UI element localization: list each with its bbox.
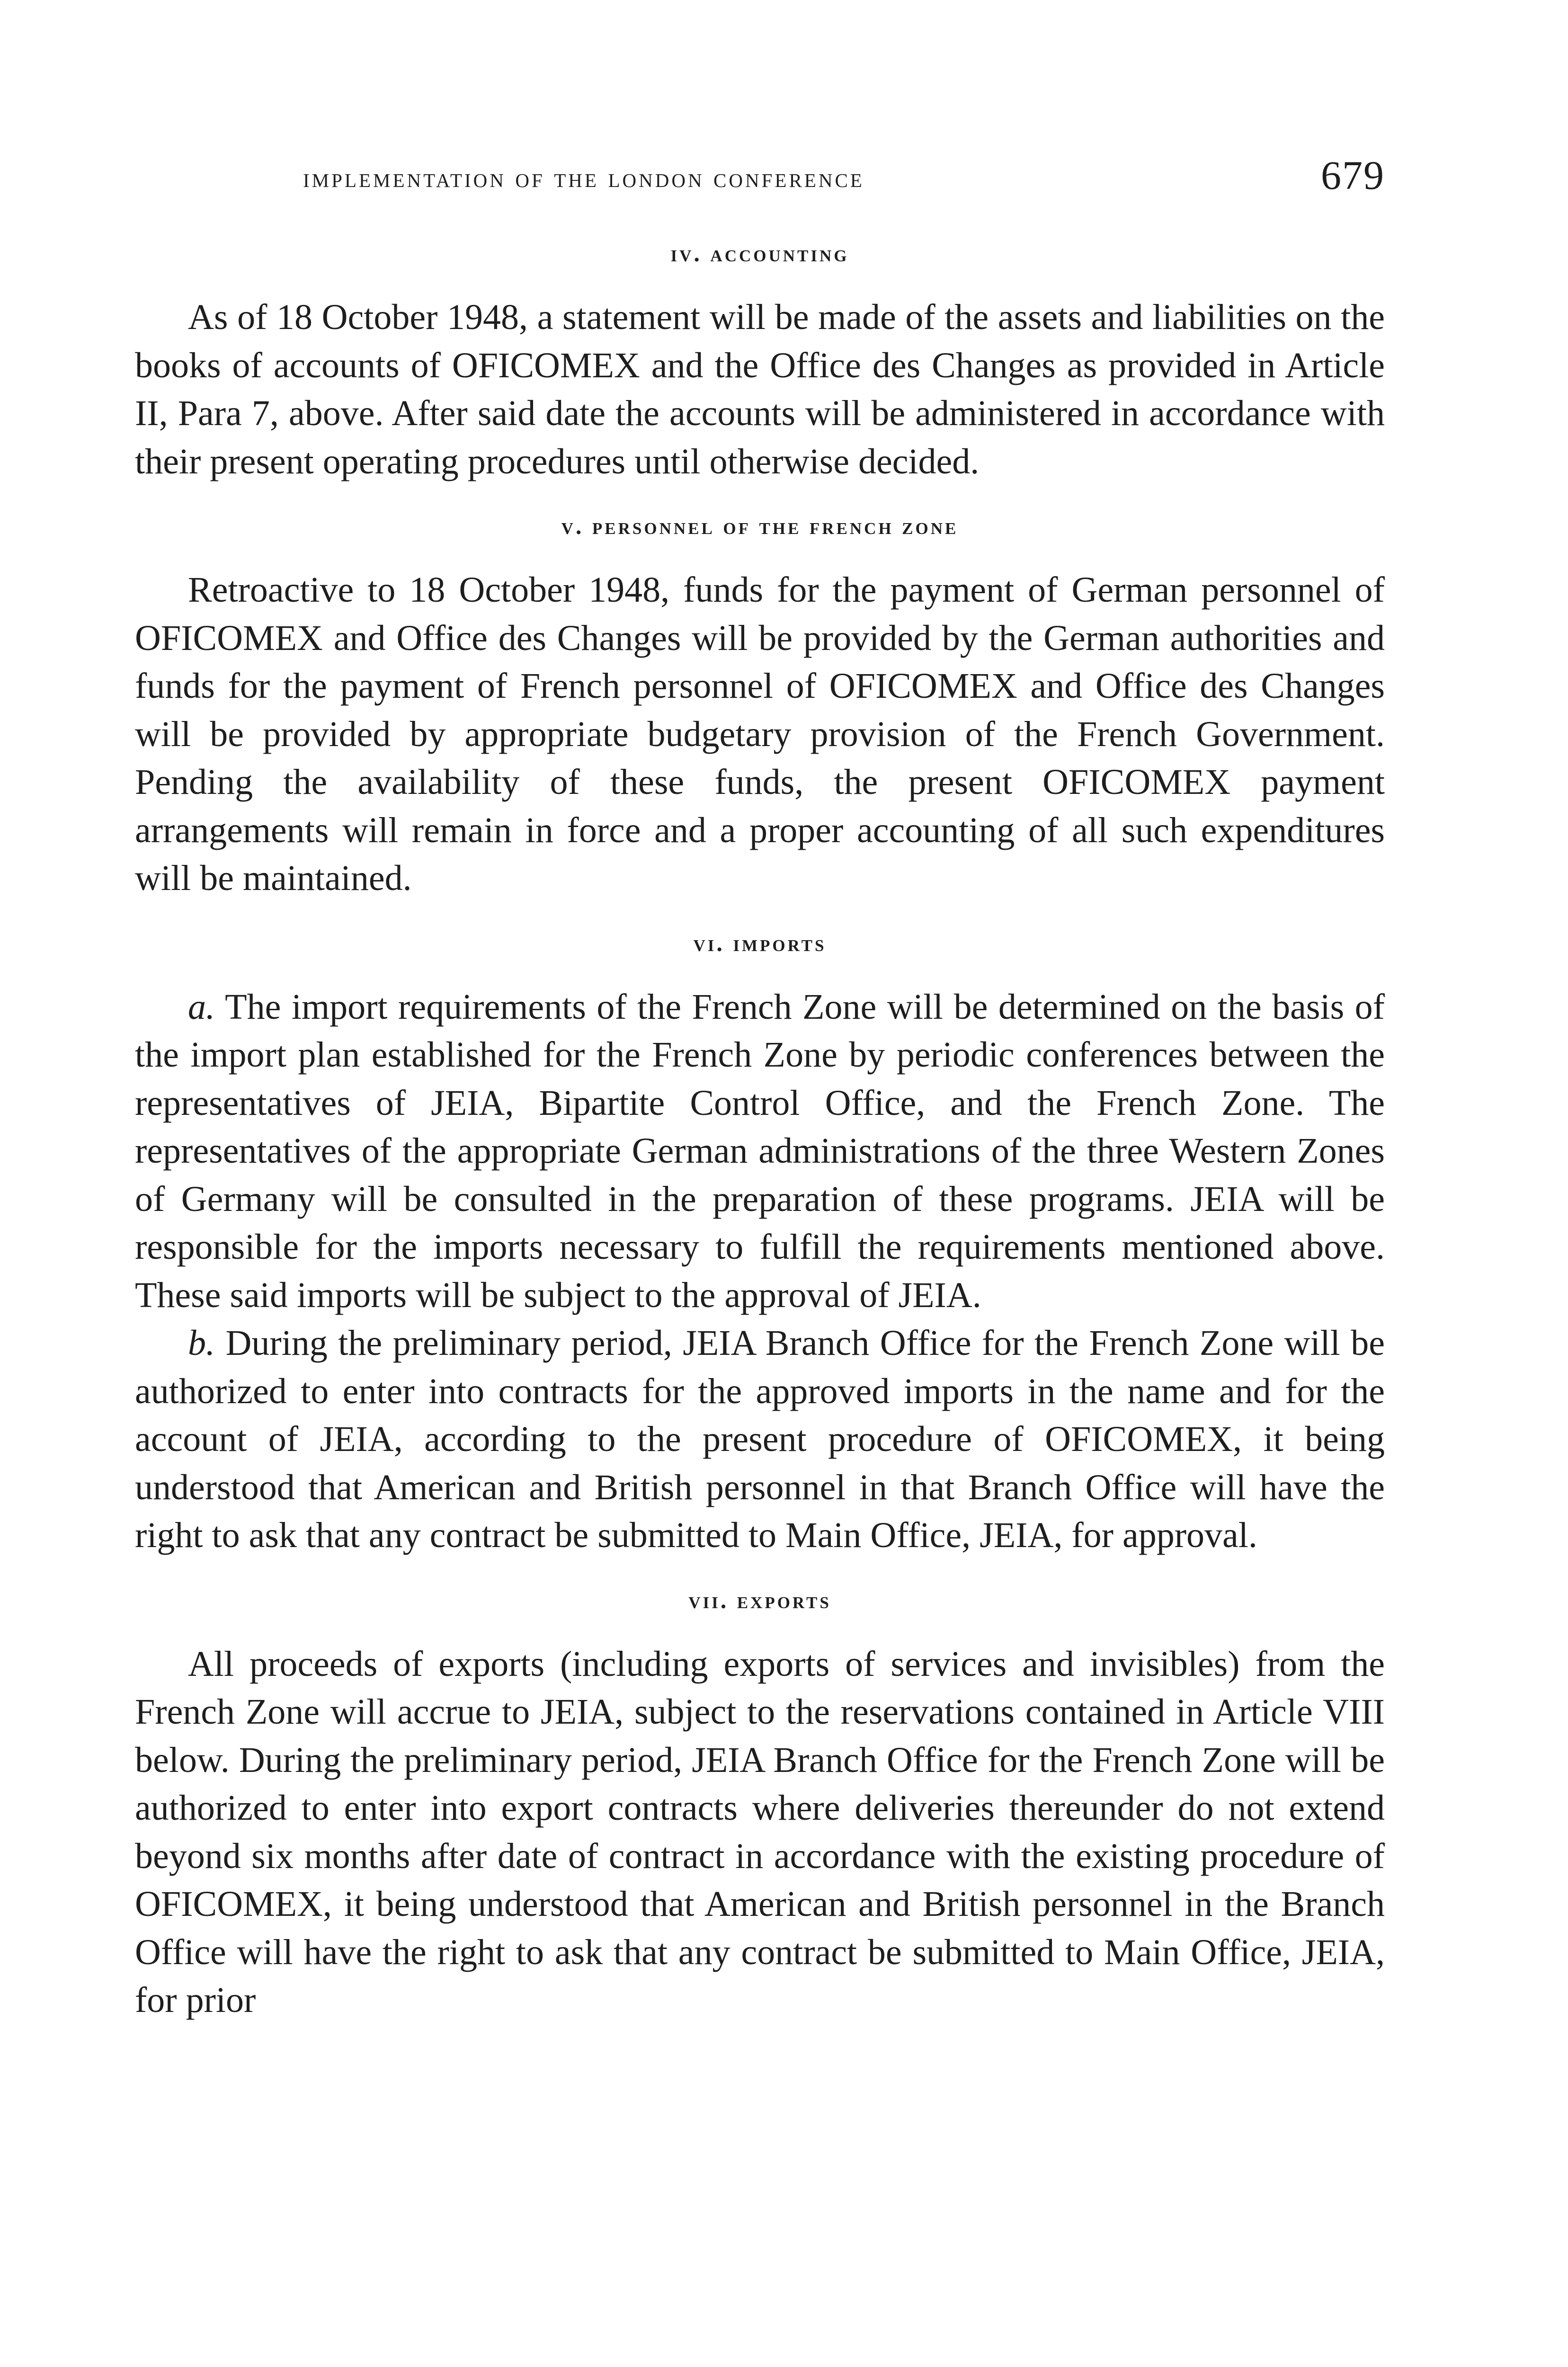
imports-a-text: The import requirements of the French Zone will be determined on the basis of the import plan established for the French Zone by periodic conferences between the representatives of JEIA, Bipartite Control Office, and the French Zone. The representatives of the appropriate German administrations of the three Western Zones of Germany will be consulted in the preparation of these programs. JEIA will be responsible for the imports necessary to fulfill the requirements mentioned above. These said imports will be subject to the approval of JEIA. [135,987,1385,1315]
spacer [135,903,1385,926]
exports-paragraph: All proceeds of exports (including exports of services and invisibles) from the French Zone will accrue to JEIA, subject to the reservations contained in Article VIII below. During the preliminary period, JEIA Branch Office for the French Zone will be authorized to enter into export contracts where deliveries thereunder do not extend beyond six months after date of contract in accordance with the existing procedure of OFICOMEX, it being understood that American and British personnel in the Branch Office will have the right to ask that any contract be submitted to Main Office, JEIA, for prior [135,1644,1385,2020]
imports-b-text: During the preliminary period, JEIA Branch Office for the French Zone will be authorized to enter into contracts for the approved imports in the name and for the account of JEIA, according to the present procedure of OFICOMEX, it being understood that American and British personnel in that Branch Office will have the right to ask that any contract be submitted to Main Office, JEIA, for approval. [135,1323,1385,1555]
body-text [135,237,1385,2025]
section-heading-personnel: v. personnel of the french zone [561,513,959,539]
imports-a-marker: a. [188,987,215,1027]
imports-paragraph-b [135,1319,1385,1560]
imports-paragraph-a [135,983,1385,1320]
personnel-paragraph: Retroactive to 18 October 1948, funds for the payment of German personnel of OFICOMEX and Office des Changes will be provided by the German authorities and funds for the payment of French personnel of OFICOMEX and Office des Changes will be provided by appropriate budgetary provision of the French Government. Pending the availability of these funds, the present OFICOMEX payment arrangements will remain in force and a proper accounting of all such expenditures will be maintained. [135,570,1385,898]
spacer [135,486,1385,509]
running-title: implementation of the london conference [303,162,864,193]
running-head [135,151,1385,208]
section-heading-accounting: iv. accounting [670,240,849,267]
spacer [135,1617,1385,1640]
spacer [135,1560,1385,1584]
spacer [135,270,1385,294]
imports-b-marker: b. [188,1323,215,1363]
page-number: 679 [1321,152,1385,198]
spacer [135,960,1385,983]
accounting-paragraph: As of 18 October 1948, a statement will be made of the assets and liabilities on the books of accounts of OFICOMEX and the Office des Changes as provided in Article II, Para 7, above. After said date the accounts will be administered in accordance with their present operating procedures until otherwise decided. [135,297,1385,481]
spacer [135,543,1385,566]
section-heading-exports: vii. exports [688,1586,831,1613]
section-heading-imports: vi. imports [693,929,827,956]
